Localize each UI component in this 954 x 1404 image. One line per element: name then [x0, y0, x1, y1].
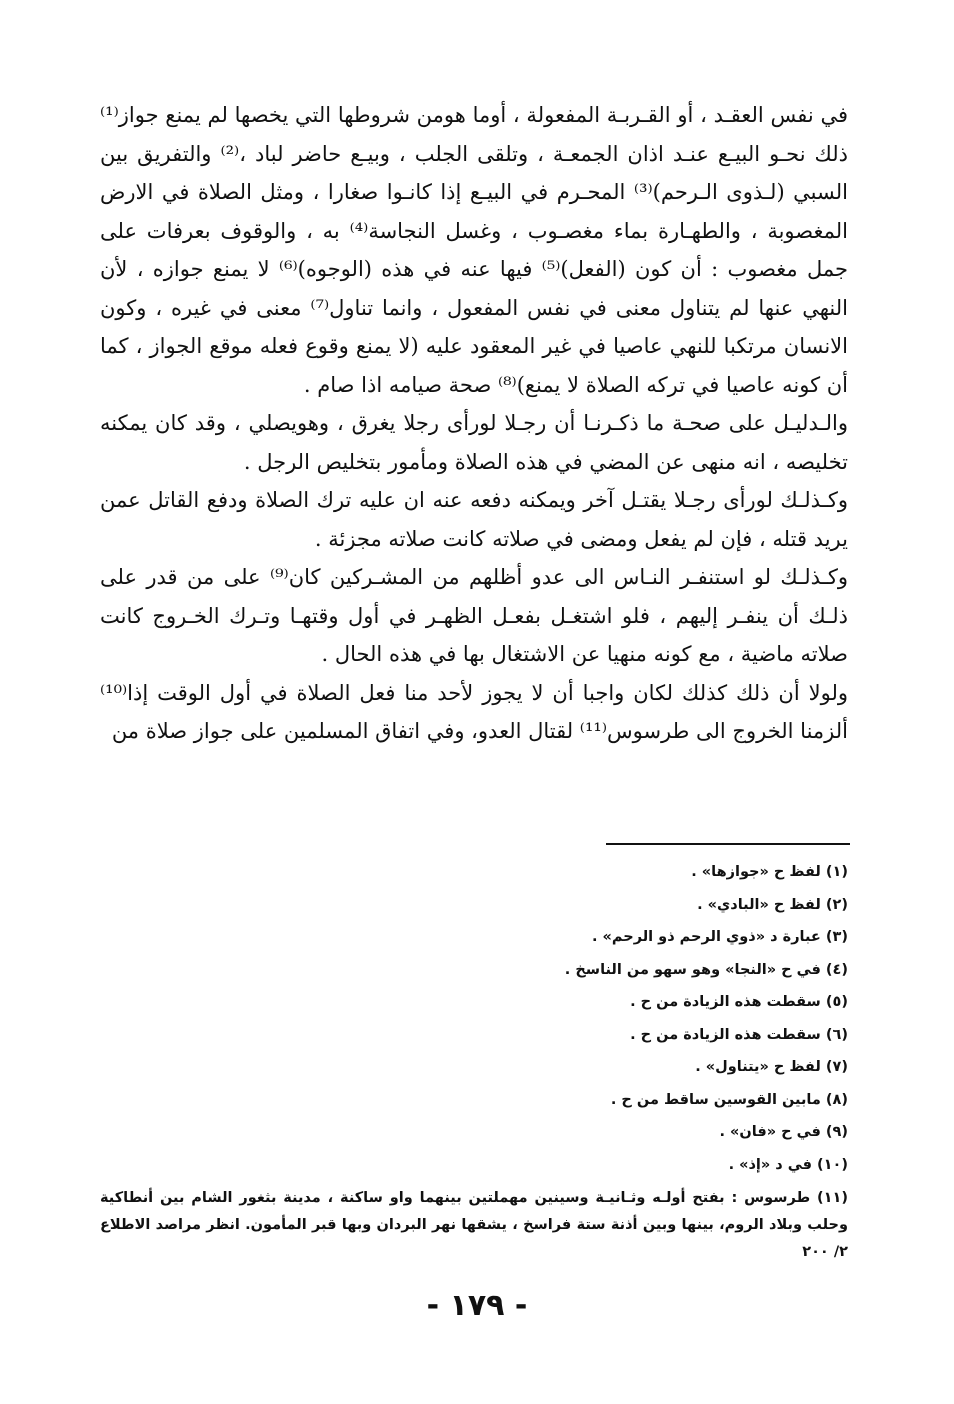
paragraph-4: وكـذلـك لو استنفـر النـاس الى عدو أظلهم من المشـركين كان⁽⁹⁾ على من قدر على ذلـك أن ينفـر إليهم ، فلو اشتغـل بفعـل الظهـر في أول وقتهـا وتـرك الخـروج كانت صلاته ماضية ، مع كونه منهيا عن الاشتغال بها في هذه الحال . — [100, 565, 848, 666]
footnote-10: (١٠) في د «إذ» . — [728, 1156, 848, 1173]
footnote-5: (٥) سقطت هذه الزيادة من ح . — [630, 994, 848, 1010]
paragraph-1: في نفس العقـد ، أو القـربـة المفعولة ، أوما هومن شروطها التي يخصها لم يمنع جواز⁽¹⁾ ذلك نحـو البيـع عنـد اذان الجمعـة ، وتلقى الجلب ، وبيـع حاضر لباد ،⁽²⁾ والتفريق بين السبي (لـذوى الـرحم)⁽³⁾ المحـرم في البيـع إذا كانـوا صغارا ، ومثل الصلاة في الارض المغصوبة ، والطهـارة بماء مغصـوب ، وغسل النجاسة⁽⁴⁾ به ، والوقوف بعرفات على جمل مغصوب : أن كون (الفعل)⁽⁵⁾ فيها عنه في هذه (الوجوه)⁽⁶⁾ لا يمنع جوازه ، لأن النهي عنها لم يتناول معنى في نفس المفعول ، وانما تناول⁽⁷⁾ معنى في غيره ، وكون الانسان مرتكبا للنهي عاصيا في غير المعقود عليه (لا يمنع وقوع فعله موقع الجواز ، كما أن كونه عاصيا في تركه الصلاة لا يمنع)⁽⁸⁾ صحة صيامه اذا صام . — [100, 103, 848, 397]
footnote-3: (٣) عبارة د «ذوي الرحم ذو الرحم» . — [591, 929, 848, 945]
footnote-1: (١) لفظ ح «جوازها» . — [691, 864, 848, 880]
footnote-9: (٩) في ح «فان» . — [719, 1124, 848, 1140]
footnote-separator — [606, 843, 850, 845]
footnote-6: (٦) سقطت هذه الزيادة من ح . — [630, 1026, 848, 1043]
footnote-11: (١١) طرسوس : بفتح أولـه وثـانيـة وسينين مهملتين بينهما واو ساكنة ، مدينة بثغور الشام بين أنطاكية وحلب وبلاد الروم، بينها وبين أذنة ستة فراسخ ، يشقها نهر البردان وبها قبر المأمون. انظر مراصد الاطلاع ٢/ ٢٠٠ — [100, 1190, 848, 1260]
paragraph-5: ولولا أن ذلك كذلك لكان واجبا أن لا يجوز لأحد منا فعل الصلاة في أول الوقت إذا⁽¹⁰⁾ ألزمنا الخروج الى طرسوس⁽¹¹⁾ لقتال العدو، وفي اتفاق المسلمين على جواز صلاة من — [100, 680, 848, 743]
paragraph-3: وكـذلـك لورأى رجـلا يقتـل آخر ويمكنه دفعه عنه ان عليه ترك الصلاة ودفع القاتل عمن يريد قتله ، فإن لم يفعل ومضى في صلاته كانت صلاته مجزئة . — [100, 488, 848, 551]
footnote-8: (٨) مابين القوسين ساقط من ح . — [610, 1091, 848, 1108]
footnote-7: (٧) لفظ ح «يتناول» . — [695, 1059, 848, 1075]
footnotes-block — [100, 856, 848, 1266]
main-text-block — [100, 96, 848, 751]
paragraph-2: والـدليـل على صحـة ما ذكـرنـا أن رجـلا لورأى رجلا يغرق ، وهويصلي ، وقد كان يمكنه تخليصه ، انه منهى عن المضي في هذه الصلاة ومأمور بتخليص الرجل . — [100, 411, 848, 474]
page-number: - ١٧٩ - — [426, 1288, 528, 1323]
footnote-2: (٢) لفظ ح «البادي» . — [697, 896, 848, 913]
footnote-4: (٤) في ح «النجا» وهو سهو من الناسخ . — [564, 961, 848, 978]
